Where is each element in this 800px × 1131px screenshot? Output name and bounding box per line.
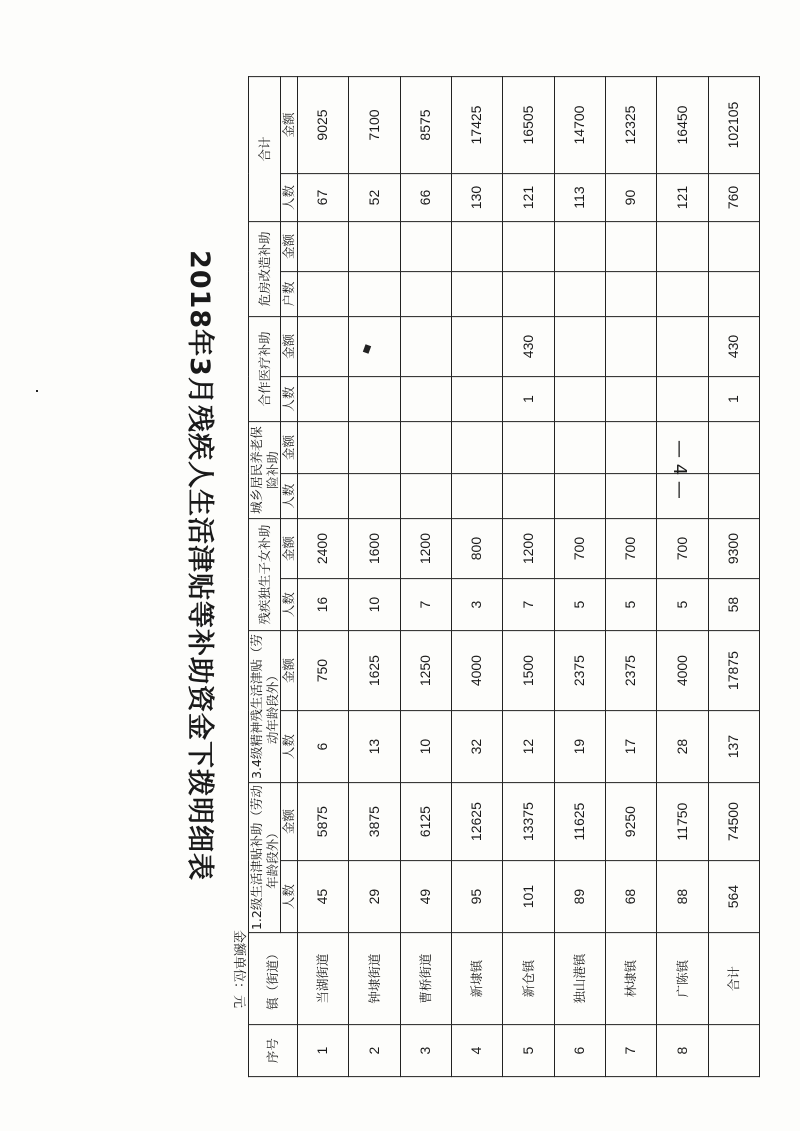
cell-value (554, 474, 605, 519)
cell-value (503, 272, 554, 317)
cell-value (657, 377, 708, 422)
cell-value (605, 222, 656, 272)
cell-value: 89 (554, 861, 605, 933)
cell-value: 8575 (400, 77, 451, 174)
cell-value: 45 (297, 861, 348, 933)
cell-town: 广陈镇 (657, 933, 708, 1025)
table-row (400, 77, 451, 1077)
cell-value: 102105 (708, 77, 759, 174)
cell-value (349, 377, 400, 422)
cell-value (349, 222, 400, 272)
header-town: 镇（街道） (249, 933, 298, 1025)
cell-value: 3875 (349, 783, 400, 861)
subheader-amount: 金额 (281, 317, 298, 377)
cell-value: 32 (451, 711, 502, 783)
cell-value: 58 (708, 579, 759, 631)
cell-value (400, 272, 451, 317)
cell-seq: 8 (657, 1025, 708, 1077)
cell-value (503, 222, 554, 272)
table-total-row (708, 77, 759, 1077)
cell-value: 1 (503, 377, 554, 422)
cell-town: 林埭镇 (605, 933, 656, 1025)
subheader-amount: 金额 (281, 77, 298, 174)
cell-value (605, 422, 656, 474)
cell-value: 113 (554, 174, 605, 222)
header-living-allowance-grade-1-2: 1.2级生活津贴补助（劳动年龄段外） (249, 783, 281, 933)
cell-value: 5 (554, 579, 605, 631)
header-cooperative-medical-subsidy: 合作医疗补助 (249, 317, 281, 422)
cell-value (554, 317, 605, 377)
cell-value: 16450 (657, 77, 708, 174)
cell-value: 7 (400, 579, 451, 631)
cell-value: 121 (503, 174, 554, 222)
cell-town: 曹桥街道 (400, 933, 451, 1025)
cell-value: 14700 (554, 77, 605, 174)
cell-value: 9025 (297, 77, 348, 174)
table-body (297, 77, 759, 1077)
cell-value: 800 (451, 519, 502, 579)
subheader-amount: 金额 (281, 222, 298, 272)
subheader-households: 户数 (281, 272, 298, 317)
cell-seq: 7 (605, 1025, 656, 1077)
cell-value: 430 (708, 317, 759, 377)
subheader-people: 人数 (281, 861, 298, 933)
cell-value: 9300 (708, 519, 759, 579)
cell-value: 430 (503, 317, 554, 377)
cell-town: 合计 (708, 933, 759, 1025)
cell-value (349, 474, 400, 519)
cell-town: 新埭镇 (451, 933, 502, 1025)
table-row (657, 77, 708, 1077)
cell-value (605, 377, 656, 422)
header-mental-allowance-grade-3-4: 3.4级精神残生活津贴（劳动年龄段外） (249, 631, 281, 783)
cell-value: 88 (657, 861, 708, 933)
cell-value (708, 422, 759, 474)
cell-town: 新仓镇 (503, 933, 554, 1025)
cell-seq (708, 1025, 759, 1077)
cell-value: 1200 (503, 519, 554, 579)
cell-value (708, 222, 759, 272)
cell-value: 7 (503, 579, 554, 631)
cell-value: 2400 (297, 519, 348, 579)
cell-value (657, 222, 708, 272)
subheader-people: 人数 (281, 174, 298, 222)
cell-value (297, 474, 348, 519)
cell-value (605, 272, 656, 317)
cell-value: 49 (400, 861, 451, 933)
cell-value: 2375 (605, 631, 656, 711)
cell-value: 9250 (605, 783, 656, 861)
allocation-table (248, 76, 760, 1077)
cell-value: 1 (708, 377, 759, 422)
cell-value: 16 (297, 579, 348, 631)
subheader-amount: 金额 (281, 783, 298, 861)
cell-value: 12 (503, 711, 554, 783)
cell-value (605, 474, 656, 519)
subheader-people: 人数 (281, 579, 298, 631)
cell-value (297, 317, 348, 377)
cell-value (554, 272, 605, 317)
cell-seq: 3 (400, 1025, 451, 1077)
cell-value (297, 377, 348, 422)
cell-value: 1250 (400, 631, 451, 711)
table-row (349, 77, 400, 1077)
cell-value (708, 272, 759, 317)
subheader-amount: 金额 (281, 519, 298, 579)
cell-value: 90 (605, 174, 656, 222)
subheader-people: 人数 (281, 377, 298, 422)
cell-seq: 2 (349, 1025, 400, 1077)
subheader-amount: 金额 (281, 631, 298, 711)
cell-value: 11625 (554, 783, 605, 861)
table-header-row-1 (249, 77, 281, 1077)
cell-value: 95 (451, 861, 502, 933)
cell-town: 当湖街道 (297, 933, 348, 1025)
cell-value: 137 (708, 711, 759, 783)
cell-value (451, 272, 502, 317)
cell-value (400, 474, 451, 519)
cell-value: 5875 (297, 783, 348, 861)
cell-value: 28 (657, 711, 708, 783)
cell-value: 564 (708, 861, 759, 933)
cell-value: 1200 (400, 519, 451, 579)
cell-value: 5 (657, 579, 708, 631)
table-row (605, 77, 656, 1077)
header-only-child-subsidy: 残疾独生子女补助 (249, 519, 281, 631)
cell-value (554, 422, 605, 474)
header-pension-insurance-subsidy: 城乡居民养老保险补助 (249, 422, 281, 519)
cell-value: 700 (657, 519, 708, 579)
cell-value: 12325 (605, 77, 656, 174)
cell-value (451, 422, 502, 474)
cell-value: 10 (400, 711, 451, 783)
cell-value (400, 317, 451, 377)
cell-value: 52 (349, 174, 400, 222)
cell-value: 7100 (349, 77, 400, 174)
cell-town: 钟埭街道 (349, 933, 400, 1025)
cell-value: 4000 (657, 631, 708, 711)
cell-value (657, 474, 708, 519)
header-seq: 序号 (249, 1025, 298, 1077)
cell-value: 760 (708, 174, 759, 222)
cell-value (657, 422, 708, 474)
cell-value: 68 (605, 861, 656, 933)
cell-value: 29 (349, 861, 400, 933)
unit-label: 金额单位：元 (231, 930, 246, 1009)
subheader-amount: 金额 (281, 422, 298, 474)
cell-value (349, 317, 400, 377)
cell-value: 12625 (451, 783, 502, 861)
cell-value: 17425 (451, 77, 502, 174)
cell-value (400, 222, 451, 272)
cell-value: 700 (554, 519, 605, 579)
cell-value: 130 (451, 174, 502, 222)
cell-value (297, 272, 348, 317)
table-header-row-2 (281, 77, 298, 1077)
cell-value (451, 474, 502, 519)
document-title: 2018年3月残疾人生活津贴等补助资金下拨明细表 (184, 250, 215, 881)
table-row (554, 77, 605, 1077)
cell-value: 121 (657, 174, 708, 222)
cell-value: 17875 (708, 631, 759, 711)
cell-value: 10 (349, 579, 400, 631)
cell-seq: 4 (451, 1025, 502, 1077)
cell-value (297, 422, 348, 474)
cell-value (451, 317, 502, 377)
table-row (451, 77, 502, 1077)
cell-value: 2375 (554, 631, 605, 711)
cell-seq: 5 (503, 1025, 554, 1077)
cell-value: 1625 (349, 631, 400, 711)
cell-value (605, 317, 656, 377)
cell-value: 3 (451, 579, 502, 631)
cell-value (554, 222, 605, 272)
cell-seq: 6 (554, 1025, 605, 1077)
cell-value: 700 (605, 519, 656, 579)
cell-value: 1500 (503, 631, 554, 711)
cell-value: 16505 (503, 77, 554, 174)
cell-value: 19 (554, 711, 605, 783)
cell-value: 67 (297, 174, 348, 222)
cell-value (349, 422, 400, 474)
cell-value (297, 222, 348, 272)
cell-value (708, 474, 759, 519)
cell-value (554, 377, 605, 422)
cell-value: 13 (349, 711, 400, 783)
cell-value: 101 (503, 861, 554, 933)
cell-value: 74500 (708, 783, 759, 861)
cell-value: 5 (605, 579, 656, 631)
cell-value (400, 377, 451, 422)
table-row (503, 77, 554, 1077)
cell-seq: 1 (297, 1025, 348, 1077)
cell-town: 独山港镇 (554, 933, 605, 1025)
header-housing-renovation-subsidy: 危房改造补助 (249, 222, 281, 317)
table-row (297, 77, 348, 1077)
cell-value: 13375 (503, 783, 554, 861)
cell-value: 750 (297, 631, 348, 711)
cell-value (503, 422, 554, 474)
cell-value: 4000 (451, 631, 502, 711)
page-number: — 4 — (669, 440, 690, 499)
cell-value: 66 (400, 174, 451, 222)
subheader-people: 人数 (281, 474, 298, 519)
cell-value (657, 272, 708, 317)
scan-speck (36, 390, 38, 392)
cell-value: 1600 (349, 519, 400, 579)
cell-value (503, 474, 554, 519)
cell-value: 11750 (657, 783, 708, 861)
cell-value: 6125 (400, 783, 451, 861)
cell-value (451, 222, 502, 272)
cell-value (400, 422, 451, 474)
cell-value: 6 (297, 711, 348, 783)
cell-value (451, 377, 502, 422)
cell-value: 17 (605, 711, 656, 783)
cell-value (657, 317, 708, 377)
subheader-people: 人数 (281, 711, 298, 783)
header-total: 合计 (249, 77, 281, 222)
cell-value (349, 272, 400, 317)
